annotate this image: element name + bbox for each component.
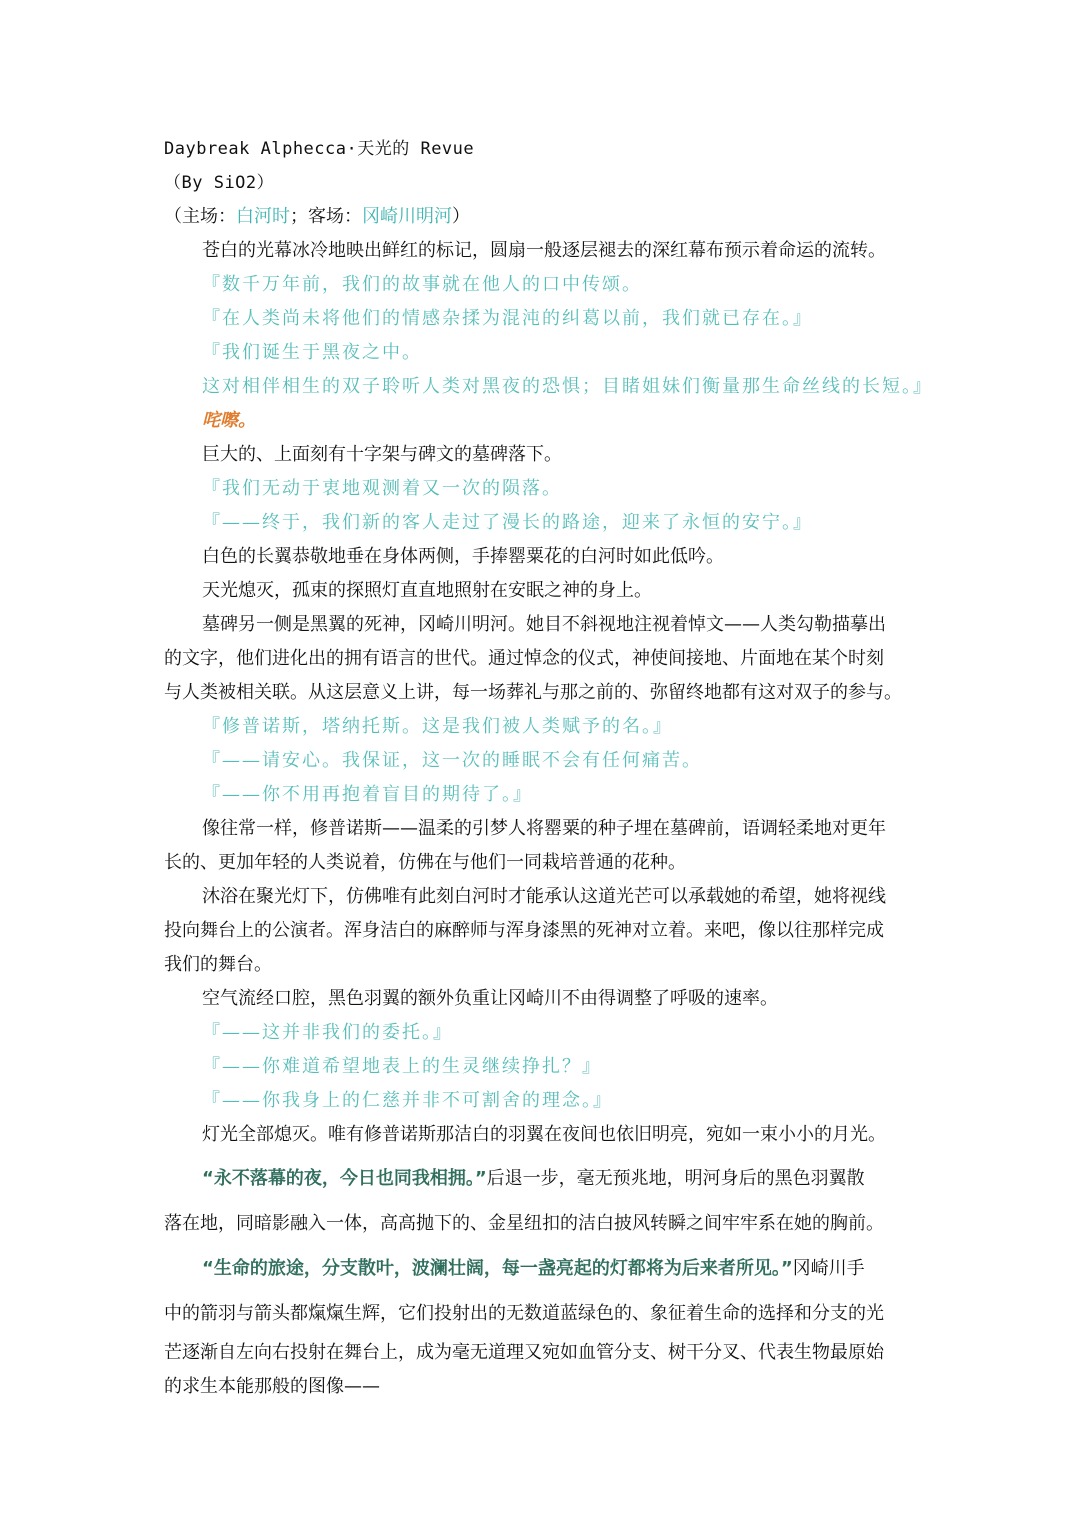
paragraph-10-rest: 后退一步，毫无预兆地，明河身后的黑色羽翼散 — [486, 1168, 865, 1189]
paragraph-7-line-1: 沐浴在聚光灯下，仿佛唯有此刻白河时才能承认这道光芒可以承载她的希望，她将视线 — [202, 886, 886, 907]
quote-12: 『——你我身上的仁慈并非不可割舍的理念。』 — [202, 1090, 613, 1111]
paragraph-11-line-2: 中的箭羽与箭头都熂熂生辉，它们投射出的无数道蓝绿色的、象征着生命的选择和分支的光 — [164, 1303, 884, 1324]
venue-line — [164, 200, 920, 234]
paragraph-11-line-1 — [164, 1246, 920, 1291]
quote-7: 『修普诺斯，塔纳托斯。这是我们被人类赋予的名。』 — [202, 716, 673, 737]
venue-home: 白河时 — [236, 206, 290, 227]
paragraph-5-line-1: 墓碑另一侧是黑翼的死神，冈崎川明河。她目不斜视地注视着悼文——人类勾勒描摹出 — [202, 614, 886, 635]
byline: （By SiO2） — [164, 173, 275, 193]
document-page — [164, 132, 933, 1404]
quote-6: 『——终于，我们新的客人走过了漫长的路途，迎来了永恒的安宁。』 — [202, 512, 813, 533]
venue-prefix: （主场： — [164, 206, 236, 227]
speech-2: “生命的旅途，分支散叶，波澜壮阔，每一盏亮起的灯都将为后来者所见。” — [202, 1258, 793, 1279]
paragraph-4: 天光熄灭，孤束的探照灯直直地照射在安眠之神的身上。 — [202, 580, 652, 601]
quote-4: 这对相伴相生的双子聆听人类对黑夜的恐惧；目睹姐妹们衡量那生命丝线的长短。』 — [202, 376, 933, 397]
paragraph-11-line-4: 的求生本能那般的图像—— — [164, 1376, 380, 1397]
quote-8: 『——请安心。我保证，这一次的睡眠不会有任何痛苦。 — [202, 750, 702, 771]
paragraph-5-line-2: 的文字，他们进化出的拥有语言的世代。通过悼念的仪式，神使间接地、片面地在某个时刻 — [164, 648, 884, 669]
venue-away: 冈崎川明河 — [362, 206, 452, 227]
quote-3: 『我们诞生于黑夜之中。 — [202, 342, 422, 363]
paragraph-10-line-1 — [164, 1156, 920, 1201]
speech-1: “永不落幕的夜，今日也同我相拥。” — [202, 1168, 487, 1189]
paragraph-6-line-1: 像往常一样，修普诺斯——温柔的引梦人将罂粟的种子埋在墓碑前，语调轻柔地对更年 — [202, 818, 886, 839]
paragraph-11-line-3: 芒逐渐自左向右投射在舞台上，成为毫无道理又宛如血管分支、树干分叉、代表生物最原始 — [164, 1342, 884, 1363]
quote-5: 『我们无动于衷地观测着又一次的陨落。 — [202, 478, 562, 499]
quote-11: 『——你难道希望地表上的生灵继续挣扎？』 — [202, 1056, 602, 1077]
paragraph-7-line-2: 投向舞台上的公演者。浑身洁白的麻醉师与浑身漆黑的死神对立着。来吧，像以往那样完成 — [164, 920, 884, 941]
quote-10: 『——这并非我们的委托。』 — [202, 1022, 453, 1043]
paragraph-8: 空气流经口腔，黑色羽翼的额外负重让冈崎川不由得调整了呼吸的速率。 — [202, 988, 778, 1009]
paragraph-10-line-2: 落在地，同暗影融入一体，高高抛下的、金星纽扣的洁白披风转瞬之间牢牢系在她的胸前。 — [164, 1213, 884, 1234]
paragraph-3: 白色的长翼恭敬地垂在身体两侧，手捧罂粟花的白河时如此低吟。 — [202, 546, 724, 567]
venue-suffix: ） — [452, 206, 470, 227]
paragraph-6-line-2: 长的、更加年轻的人类说着，仿佛在与他们一同栽培普通的花种。 — [164, 852, 686, 873]
paragraph-5-line-3: 与人类被相关联。从这层意义上讲，每一场葬礼与那之前的、弥留终地都有这对双子的参与。 — [164, 682, 902, 703]
quote-9: 『——你不用再抱着盲目的期待了。』 — [202, 784, 533, 805]
sound-effect: 咤嚓。 — [202, 410, 256, 431]
venue-mid: ；客场： — [290, 206, 362, 227]
quote-1: 『数千万年前，我们的故事就在他人的口中传颂。 — [202, 274, 642, 295]
quote-2: 『在人类尚未将他们的情感杂揉为混沌的纠葛以前，我们就已存在。』 — [202, 308, 813, 329]
paragraph-7-line-3: 我们的舞台。 — [164, 954, 272, 975]
doc-title: Daybreak Alphecca·天光的 Revue — [164, 139, 475, 159]
paragraph-11-rest: 冈崎川手 — [792, 1258, 865, 1279]
paragraph-1: 苍白的光幕冰冷地映出鲜红的标记，圆扇一般逐层褪去的深红幕布预示着命运的流转。 — [202, 240, 886, 261]
paragraph-9: 灯光全部熄灭。唯有修普诺斯那洁白的羽翼在夜间也依旧明亮，宛如一束小小的月光。 — [202, 1124, 886, 1145]
paragraph-2: 巨大的、上面刻有十字架与碑文的墓碑落下。 — [202, 444, 562, 465]
